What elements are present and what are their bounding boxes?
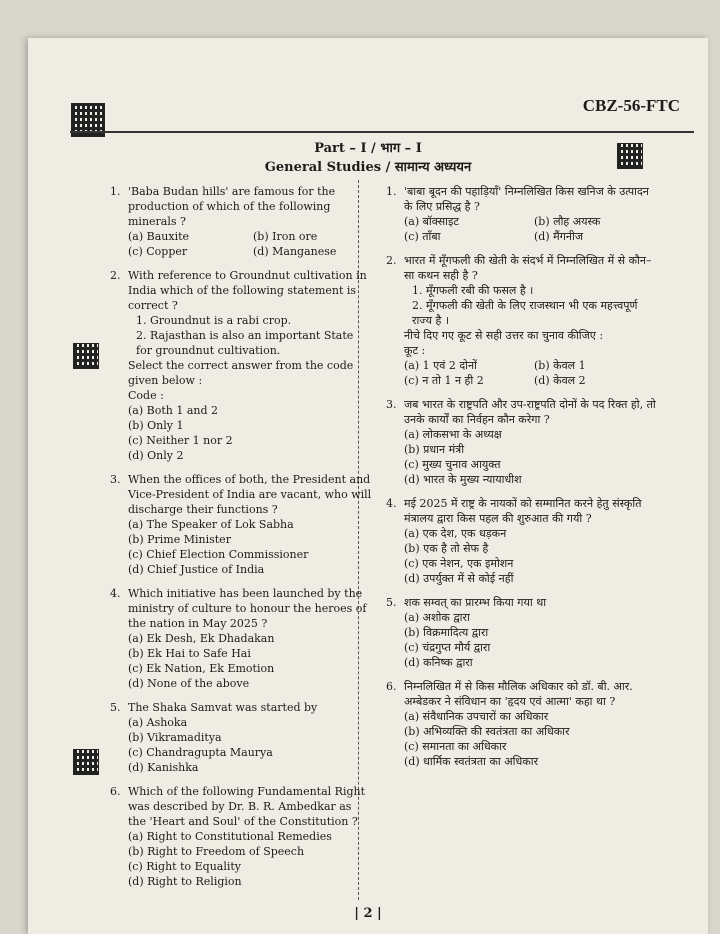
question-block: [110, 784, 372, 889]
option: (c) Ek Nation, Ek Emotion: [128, 662, 275, 675]
question-block: [110, 472, 372, 577]
option: (a) The Speaker of Lok Sabha: [128, 518, 294, 531]
options-list: [404, 526, 658, 586]
option: (d) कनिष्क द्वारा: [404, 656, 473, 669]
question-block: [110, 268, 372, 463]
part-title: Part – I / भाग – I: [314, 141, 422, 156]
option: (b) Only 1: [128, 419, 184, 432]
option: (a) Ek Desh, Ek Dhadakan: [128, 632, 275, 645]
option: (d) Chief Justice of India: [128, 563, 265, 576]
question-number: 4.: [386, 497, 397, 510]
option: (b) Ek Hai to Safe Hai: [128, 647, 251, 660]
option: (a) Bauxite: [128, 230, 190, 243]
option: (d) भारत के मुख्य न्यायाधीश: [404, 473, 522, 486]
question-block: [110, 586, 372, 691]
question-text: 'बाबा बूदन की पहाड़ियाँ' निम्नलिखित किस खनिज के उत्पादन के लिए प्रसिद्ध है ?: [404, 185, 649, 213]
question-text: भारत में मूँगफली की खेती के संदर्भ में निम्नलिखित में से कौन–सा कथन सही है ?: [404, 254, 652, 282]
question-number: 1.: [386, 185, 397, 198]
option: (c) समानता का अधिकार: [404, 740, 507, 753]
hindi-column: [386, 184, 658, 778]
qr-code-icon: [74, 344, 98, 368]
statement: 2. Rajasthan is also an important State for groundnut cultivation.: [136, 329, 354, 357]
question-number: 3.: [386, 398, 397, 411]
question-text: When the offices of both, the President and Vice-President of India are vacant, who will discharge their functions ?: [128, 473, 372, 516]
option: (b) Prime Minister: [128, 533, 231, 546]
option: (b) Vikramaditya: [128, 731, 222, 744]
option: (a) लोकसभा के अध्यक्ष: [404, 428, 502, 441]
question-block: [386, 595, 658, 670]
question-number: 2.: [110, 269, 121, 282]
question-block: [386, 253, 658, 388]
question-number: 5.: [386, 596, 397, 609]
question-block: [386, 496, 658, 586]
question-number: 2.: [386, 254, 397, 267]
option: (a) Both 1 and 2: [128, 404, 219, 417]
option: (c) मुख्य चुनाव आयुक्त: [404, 458, 501, 471]
options-list: [404, 610, 658, 670]
options-list: [128, 517, 372, 577]
question-text: The Shaka Samvat was started by: [128, 701, 318, 714]
options-list: [404, 358, 658, 388]
question-text: 'Baba Budan hills' are famous for the production of which of the following minerals ?: [128, 185, 336, 228]
option: (c) चंद्रगुप्त मौर्य द्वारा: [404, 641, 491, 654]
qr-code-icon: [74, 750, 98, 774]
options-list: [404, 427, 658, 487]
statement: 1. मूँगफली रबी की फसल है ।: [412, 284, 534, 297]
option: (c) Chief Election Commissioner: [128, 548, 309, 561]
question-text: With reference to Groundnut cultivation in India which of the following statement is correct ?: [128, 269, 367, 312]
options-list: [128, 829, 372, 889]
question-block: [110, 700, 372, 775]
exam-page: [28, 38, 708, 934]
option: (d) Right to Religion: [128, 875, 242, 888]
options-list: [404, 709, 658, 769]
page-number: | 2 |: [354, 906, 382, 921]
question-number: 1.: [110, 185, 121, 198]
option: (b) केवल 1: [534, 359, 586, 372]
options-list: [128, 631, 372, 691]
section-title: General Studies / सामान्य अध्ययन: [264, 160, 472, 175]
option: (a) 1 एवं 2 दोनों: [404, 359, 477, 372]
header-rule: [70, 131, 694, 133]
instruction-text: Select the correct answer from the code given below :: [128, 359, 354, 387]
question-text: Which of the following Fundamental Right was described by Dr. B. R. Ambedkar as the 'Heart and Soul' of the Constitution ?: [128, 785, 366, 828]
question-text: जब भारत के राष्ट्रपति और उप-राष्ट्रपति दोनों के पद रिक्त हो, तो उनके कार्यों का निर्वहन कौन करेगा ?: [404, 398, 656, 426]
option: (d) Kanishka: [128, 761, 199, 774]
option: (a) अशोक द्वारा: [404, 611, 470, 624]
option: (d) Manganese: [253, 245, 337, 258]
question-text: निम्नलिखित में से किस मौलिक अधिकार को डॉ. बी. आर. अम्बेडकर ने संविधान का 'हृदय एवं आत्मा' कहा था ?: [404, 680, 633, 708]
option: (a) संवैधानिक उपचारों का अधिकार: [404, 710, 549, 723]
option: (b) अभिव्यक्ति की स्वतंत्रता का अधिकार: [404, 725, 570, 738]
english-column: [110, 184, 372, 898]
option: (d) None of the above: [128, 677, 250, 690]
option: (c) न तो 1 न ही 2: [404, 374, 484, 387]
question-number: 6.: [386, 680, 397, 693]
question-number: 5.: [110, 701, 121, 714]
option: (b) Right to Freedom of Speech: [128, 845, 305, 858]
option: (c) ताँबा: [404, 230, 441, 243]
option: (b) एक है तो सेफ है: [404, 542, 489, 555]
code-label: कूट :: [404, 344, 426, 357]
options-list: [128, 715, 372, 775]
statement: 1. Groundnut is a rabi crop.: [136, 314, 292, 327]
code-label: Code :: [128, 389, 164, 402]
option: (c) Chandragupta Maurya: [128, 746, 273, 759]
option: (c) Right to Equality: [128, 860, 242, 873]
option: (c) Neither 1 nor 2: [128, 434, 233, 447]
option: (d) धार्मिक स्वतंत्रता का अधिकार: [404, 755, 539, 768]
question-text: Which initiative has been launched by the ministry of culture to honour the heroes of the nation in May 2025 ?: [128, 587, 367, 630]
option: (c) Copper: [128, 245, 188, 258]
option: (b) प्रधान मंत्री: [404, 443, 465, 456]
option: (d) Only 2: [128, 449, 184, 462]
question-text: शक सम्वत् का प्रारम्भ किया गया था: [404, 596, 547, 609]
question-block: [110, 184, 372, 259]
option: (b) लौह अयस्क: [534, 215, 601, 228]
option: (d) मैंगनीज: [534, 230, 584, 243]
question-number: 3.: [110, 473, 121, 486]
option: (a) Right to Constitutional Remedies: [128, 830, 332, 843]
option: (b) विक्रमादित्य द्वारा: [404, 626, 489, 639]
statement: 2. मूँगफली की खेती के लिए राजस्थान भी एक महत्त्वपूर्ण राज्य है ।: [412, 299, 638, 327]
question-number: 6.: [110, 785, 121, 798]
option: (b) Iron ore: [253, 230, 318, 243]
instruction-text: नीचे दिए गए कूट से सही उत्तर का चुनाव कीजिए :: [404, 329, 604, 342]
option: (d) केवल 2: [534, 374, 586, 387]
question-number: 4.: [110, 587, 121, 600]
options-list: [128, 229, 372, 259]
option: (a) Ashoka: [128, 716, 188, 729]
option: (c) एक नेशन, एक इमोशन: [404, 557, 514, 570]
question-text: मई 2025 में राष्ट्र के नायकों को सम्मानित करने हेतु संस्कृति मंत्रालय द्वारा किस पहल की शुरुआत की गयी ?: [404, 497, 642, 525]
question-block: [386, 397, 658, 487]
question-block: [386, 679, 658, 769]
option: (d) उपर्युक्त में से कोई नहीं: [404, 572, 514, 585]
option: (a) बॉक्साइट: [404, 215, 459, 228]
paper-code: CBZ-56-FTC: [582, 96, 680, 115]
question-block: [386, 184, 658, 244]
options-list: [404, 214, 658, 244]
option: (a) एक देश, एक धड़कन: [404, 527, 507, 540]
options-list: [128, 403, 372, 463]
